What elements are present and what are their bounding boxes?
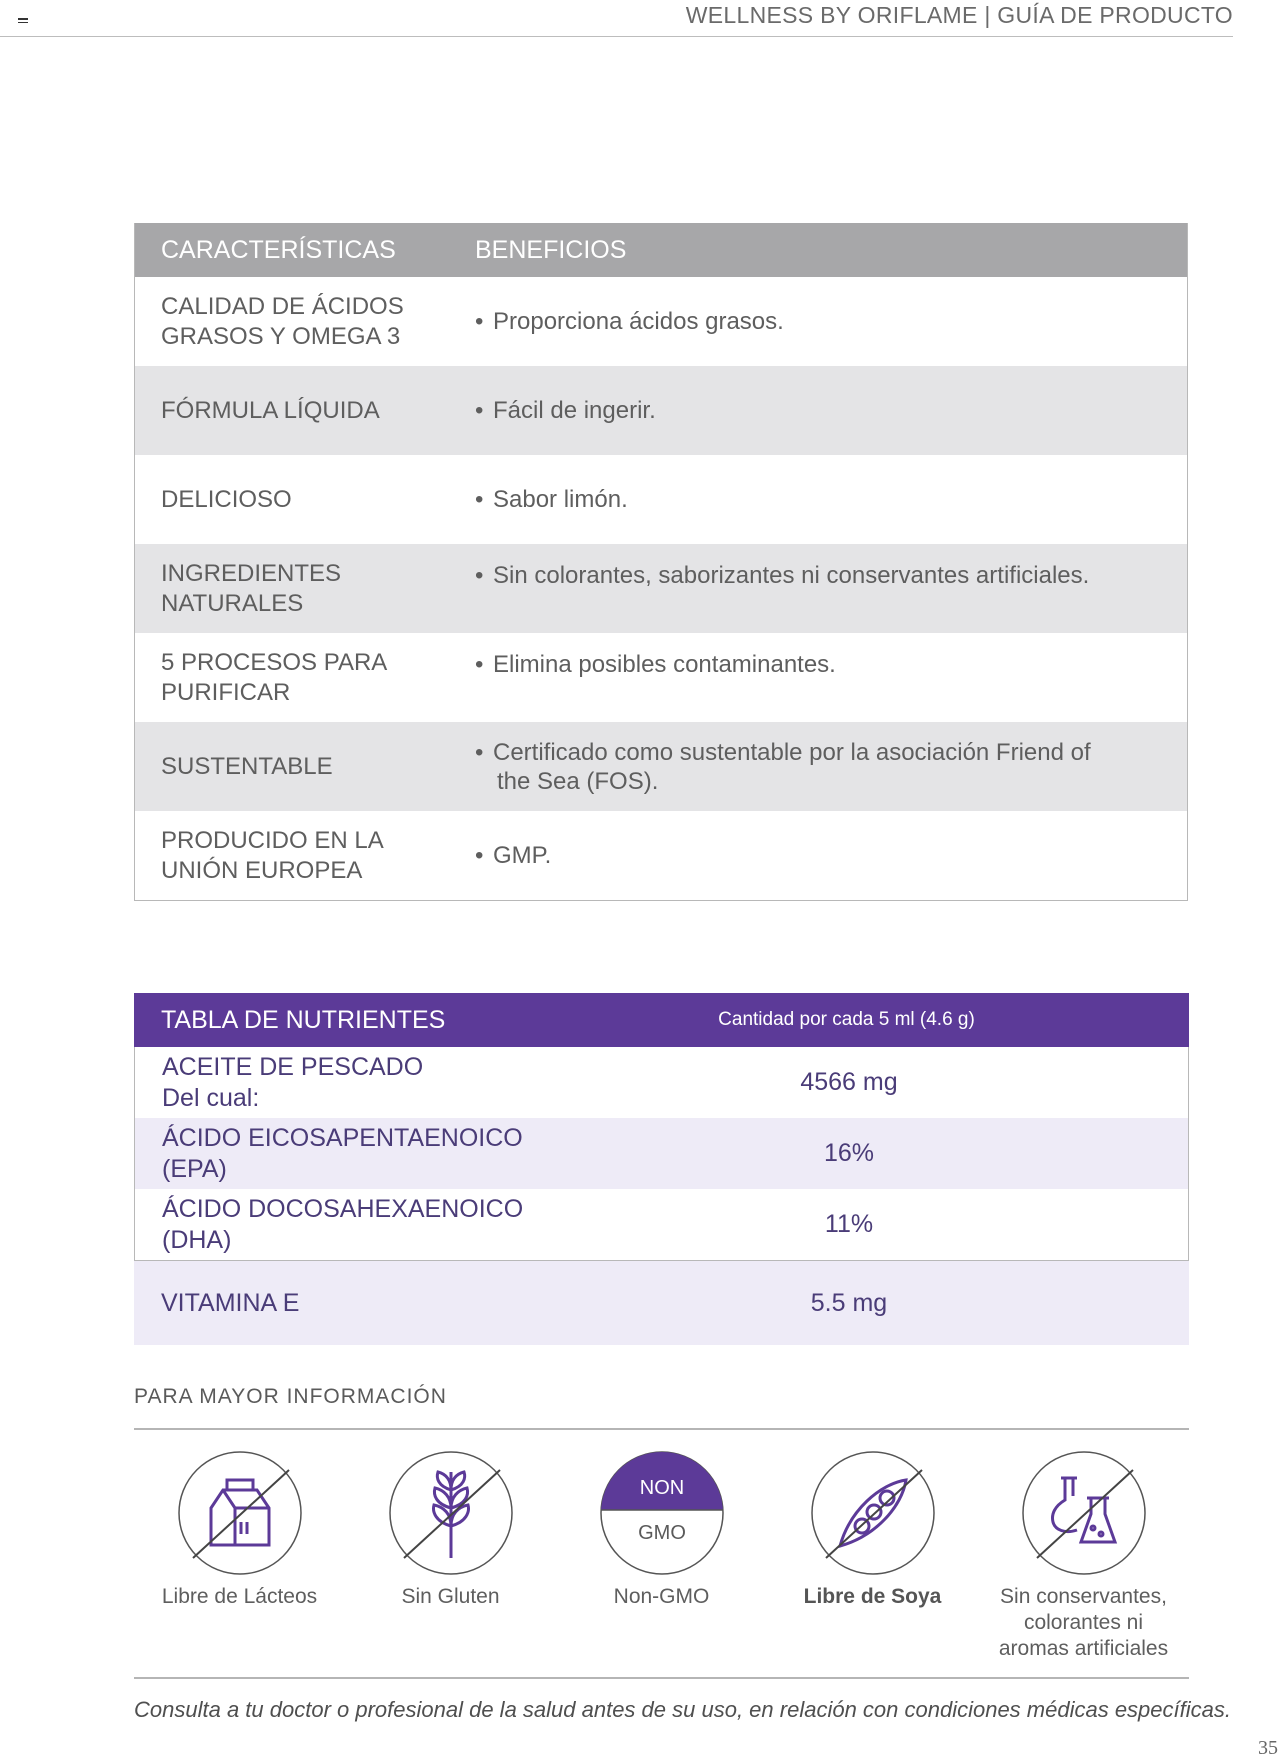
feature-text: GRASOS Y OMEGA 3 <box>161 322 401 350</box>
feature-cell <box>135 485 475 515</box>
badge-label: Non-GMO <box>613 1585 710 1608</box>
more-info-title: PARA MAYOR INFORMACIÓN <box>134 1385 447 1408</box>
gluten-free-icon <box>388 1450 514 1576</box>
non-gmo-icon <box>599 1450 725 1576</box>
table-row <box>135 633 1187 722</box>
feature-text: PURIFICAR <box>161 678 291 706</box>
table-row <box>135 277 1187 366</box>
badge-label-line: Sin conservantes, <box>1000 1585 1167 1608</box>
feature-text: INGREDIENTES <box>161 559 342 587</box>
badge-row <box>134 1450 1189 1662</box>
nutrients-table-header <box>134 993 1189 1047</box>
nutrient-name <box>135 1194 585 1256</box>
nutrient-name-text: ACEITE DE PESCADO <box>162 1052 424 1081</box>
benefit-text: Proporciona ácidos grasos. <box>493 308 784 335</box>
nutrients-table <box>134 993 1189 1345</box>
feature-cell <box>135 292 475 352</box>
badge-label-line: colorantes ni <box>1023 1611 1144 1634</box>
badge-soy-free <box>767 1450 978 1662</box>
benefit-cell: • GMP. <box>475 842 552 869</box>
benefit-text: GMP. <box>493 842 552 869</box>
amount-header: Cantidad por cada 5 ml (4.6 g) <box>718 1009 975 1030</box>
feature-text: SUSTENTABLE <box>161 752 333 780</box>
benefit-text: Sin colorantes, saborizantes ni conservantes artificiales. <box>493 562 1090 589</box>
table-row <box>135 1189 1188 1260</box>
feature-text: CALIDAD DE ÁCIDOS <box>161 292 404 320</box>
benefit-cell: • Certificado como sustentable por la asociación Friend of the Sea (FOS). <box>475 738 1187 796</box>
feature-text: PRODUCIDO EN LA <box>161 826 384 854</box>
nutrient-name-text: ÁCIDO EICOSAPENTAENOICO <box>162 1123 523 1152</box>
badge-gluten-free <box>345 1450 556 1662</box>
benefit-text: Sabor limón. <box>493 486 628 513</box>
nutrient-value: 4566 mg <box>800 1068 898 1096</box>
benefit-text: Elimina posibles contaminantes. <box>493 651 836 678</box>
table-row <box>135 544 1187 633</box>
benefit-cell: • Fácil de ingerir. <box>475 397 656 424</box>
table-row <box>135 811 1187 900</box>
soy-free-icon <box>810 1450 936 1576</box>
disclaimer-text: Consulta a tu doctor o profesional de la salud antes de su uso, en relación con condiciones médicas específicas. <box>134 1697 1231 1722</box>
no-preservatives-icon <box>1021 1450 1147 1576</box>
benefit-text: Certificado como sustentable por la asociación Friend of <box>493 738 1091 766</box>
table-row <box>135 455 1187 544</box>
section-divider <box>134 1428 1189 1430</box>
benefit-cell: • Proporciona ácidos grasos. <box>475 308 784 335</box>
feature-text: NATURALES <box>161 589 304 617</box>
benefits-column-header: BENEFICIOS <box>475 235 627 264</box>
dairy-free-icon <box>177 1450 303 1576</box>
badge-label: Libre de Lácteos <box>161 1585 318 1608</box>
nutrient-name-text: Del cual: <box>162 1083 260 1112</box>
nutrient-name-text: (EPA) <box>162 1154 227 1183</box>
menu-icon[interactable] <box>18 18 28 26</box>
badge-dairy-free <box>134 1450 345 1662</box>
benefit-cell: • Sabor limón. <box>475 486 628 513</box>
nutrient-value: 16% <box>823 1139 875 1167</box>
badge-label: Libre de Soya <box>803 1585 942 1608</box>
table-row <box>135 1047 1188 1118</box>
feature-cell <box>135 752 475 782</box>
badge-no-preservatives <box>978 1450 1189 1662</box>
table-row <box>134 1261 1189 1345</box>
badge-label: Sin Gluten <box>401 1585 500 1608</box>
features-column-header: CARACTERÍSTICAS <box>161 235 396 264</box>
nutrient-name <box>135 1123 585 1185</box>
feature-cell <box>135 826 475 886</box>
badge-label <box>999 1584 1168 1662</box>
features-table-header <box>135 223 1187 277</box>
nutrients-body <box>134 1047 1189 1261</box>
page-number: 35 <box>1258 1737 1278 1759</box>
feature-text: DELICIOSO <box>161 485 292 513</box>
non-gmo-bottom-text: GMO <box>637 1522 686 1544</box>
benefit-text: Fácil de ingerir. <box>493 397 656 424</box>
table-row <box>135 366 1187 455</box>
nutrient-name: VITAMINA E <box>161 1288 300 1317</box>
features-table <box>134 223 1188 901</box>
feature-cell <box>135 559 475 619</box>
nutrient-name-text: ÁCIDO DOCOSAHEXAENOICO <box>162 1194 524 1223</box>
non-gmo-top-text: NON <box>639 1477 684 1499</box>
feature-cell <box>135 648 475 708</box>
table-row <box>135 1118 1188 1189</box>
benefit-cell: • Elimina posibles contaminantes. <box>475 651 836 678</box>
nutrient-name-text: (DHA) <box>162 1225 232 1254</box>
table-row <box>135 722 1187 811</box>
nutrient-value: 11% <box>824 1210 874 1238</box>
header-divider <box>0 36 1233 37</box>
benefit-text: the Sea (FOS). <box>497 767 659 795</box>
feature-text: 5 PROCESOS PARA <box>161 648 388 676</box>
badge-label-line: aromas artificiales <box>998 1637 1169 1660</box>
feature-text: FÓRMULA LÍQUIDA <box>161 396 380 424</box>
nutrients-title: TABLA DE NUTRIENTES <box>161 1005 446 1034</box>
nutrient-value: 5.5 mg <box>810 1288 888 1317</box>
benefit-cell: • Sin colorantes, saborizantes ni conservantes artificiales. <box>475 562 1090 589</box>
footer-divider <box>134 1677 1189 1679</box>
page-header-title: WELLNESS BY ORIFLAME | GUÍA DE PRODUCTO <box>685 2 1233 28</box>
feature-cell <box>135 396 475 426</box>
badge-non-gmo <box>556 1450 767 1662</box>
nutrient-name <box>135 1052 585 1114</box>
feature-text: UNIÓN EUROPEA <box>161 856 363 884</box>
